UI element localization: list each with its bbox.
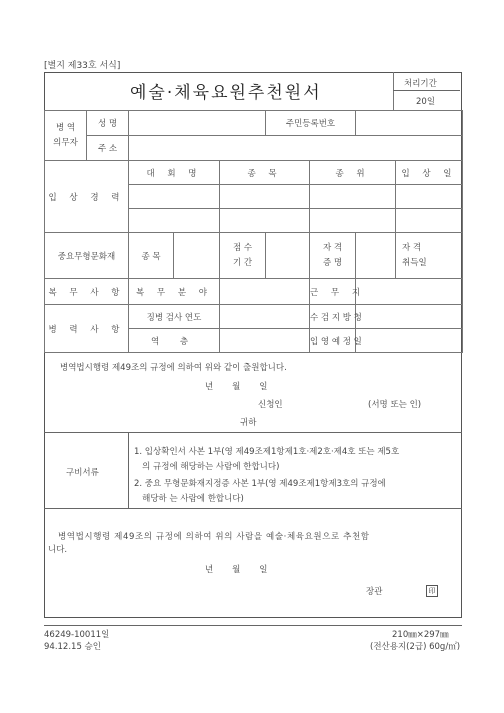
exam-place-label: 수 검 지 방 청 [310,305,356,329]
documents-bottom-line [44,508,462,509]
footer-code: 46249-10011일 [44,630,110,640]
service-area-label: 복 무 분 야 [129,279,220,305]
address-field[interactable] [129,136,463,161]
application-date: 년 월 일 [205,382,268,392]
recommendation-statement-cont: 니다. [48,545,68,555]
recommendation-date: 년 월 일 [205,565,268,575]
award-header-date: 입 상 일 [396,161,463,185]
form-label: [별지 제33호 서식] [44,61,121,71]
address-label: 주 소 [87,136,129,161]
application-statement: 병역법시행령 제49조의 규정에 의하여 위와 같이 출원합니다. [60,363,287,373]
rrn-label: 주민등록번호 [266,111,356,136]
award-header-rank: 종 위 [310,161,396,185]
award-header-event: 대 회 명 [129,161,220,185]
heritage-group: 중요무형문화재 [45,233,129,279]
documents-item: 1. 입상확인서 사본 1부(영 제49조제1항제1호·제2호·제4호 또는 제5호 [134,447,400,457]
applicant-label: 신청인 [258,400,283,410]
award-cell[interactable] [129,185,220,209]
processing-divider [393,90,460,91]
documents-label: 구비서류 [66,468,99,478]
documents-item: 의 규정에 해당하는 사람에 한합니다) [134,462,280,472]
workplace-label: 근 무 지 [310,279,356,305]
documents-top-line [44,432,462,433]
addressee: 귀하 [240,418,257,428]
heritage-field-label: 종 목 [129,233,174,279]
name-field[interactable] [129,111,266,136]
form-table [44,110,463,353]
award-cell[interactable] [310,185,396,209]
enlist-date-field[interactable] [356,329,463,353]
award-header-category: 종 목 [220,161,310,185]
exam-year-field[interactable] [220,305,310,329]
cert-field[interactable] [356,233,396,279]
documents-item: 2. 중요 무형문화재지정증 사본 1부(영 제49조제1항제3호의 규정에 [134,479,386,489]
applicant-group: 병 역 의무자 [45,111,87,161]
title: 예술·체육요원추천원서 [130,83,322,103]
seal-icon: 印 [426,585,438,597]
award-cell[interactable] [396,185,463,209]
footer-approved: 94.12.15 승인 [44,642,101,652]
documents-divider [128,432,129,508]
acquired-label: 자 격 취득일 [396,233,463,279]
award-cell[interactable] [220,209,310,233]
cert-label: 자 격 증 명 [310,233,356,279]
workplace-field[interactable] [356,279,463,305]
heritage-field[interactable] [174,233,220,279]
award-cell[interactable] [129,209,220,233]
branch-field[interactable] [220,329,310,353]
exam-year-label: 징병 검사 연도 [129,305,220,329]
service-area-field[interactable] [220,279,310,305]
service-group: 복 무 사 항 [45,279,129,305]
processing-value: 20일 [416,97,436,107]
sign-label: (서명 또는 인) [368,400,422,410]
award-cell[interactable] [220,185,310,209]
footer-paper: (전산용지(2급) 60g/㎡) [370,642,461,652]
rrn-field[interactable] [356,111,463,136]
name-label: 성 명 [87,111,129,136]
branch-label: 역 층 [129,329,220,353]
documents-item: 해당하 는 사람에 한합니다) [134,494,244,504]
score-period-label: 점 수 기 간 [220,233,266,279]
exam-place-field[interactable] [356,305,463,329]
military-group: 병 력 사 항 [45,305,129,353]
award-cell[interactable] [310,209,396,233]
enlist-date-label: 입 영 예 정 일 [310,329,356,353]
footer-line [44,625,462,626]
footer-size: 210㎜×297㎜ [392,630,449,640]
score-period-field[interactable] [266,233,310,279]
recommendation-statement: 병역법시행령 제49조의 규정에 의하여 위의 사람을 예술·체육요원으로 추천함 [58,532,370,542]
award-cell[interactable] [396,209,463,233]
award-group: 입 상 경 력 [45,161,129,233]
processing-label: 처리기간 [404,79,437,89]
recommendation-signer: 장관 [366,587,383,597]
